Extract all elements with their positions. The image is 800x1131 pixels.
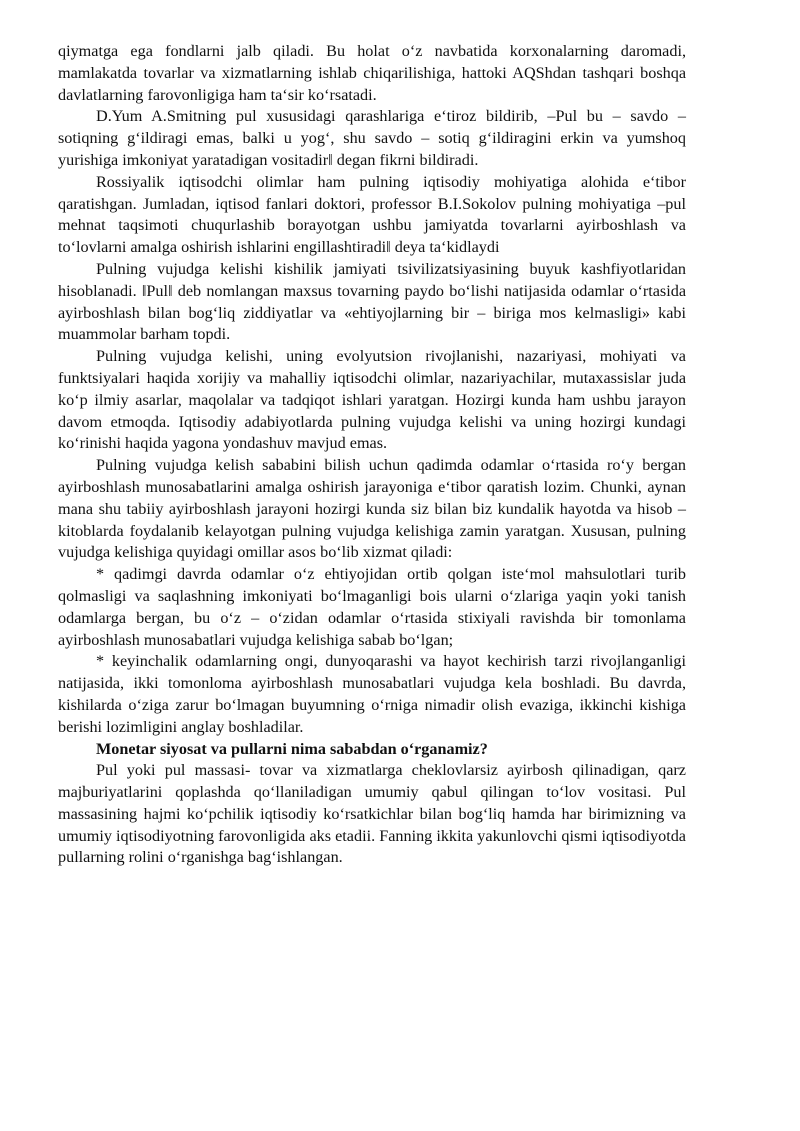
section-heading: Monetar siyosat va pullarni nima sababdan o‘rganamiz? xyxy=(96,739,488,758)
document-page xyxy=(58,41,686,869)
paragraph-exchange-reasons: Pulning vujudga kelish sababini bilish uchun qadimda odamlar o‘rtasida ro‘y bergan ayirboshlash munosabatlarini amalga oshirish jarayoniga e‘tibor qaratish lozim. Chunki, aynan mana shu tabiiy ayirboshlash jarayoni hozirgi kunda siz bilan biz kundalik hayotda va hisob – kitoblarda foydalanib kelayotgan pulning vujudga kelishiga zamin yaratgan. Xususan, pulning vujudga kelishiga quyidagi omillar asos bo‘lib xizmat qiladi: xyxy=(58,456,686,562)
list-item-mutual-exchange: * keyinchalik odamlarning ongi, dunyoqarashi va hayot kechirish tarzi rivojlanganligi natijasida, ikki tomonloma ayirboshlash munosabatlari vujudga kela boshladi. Bu davrda, kishilarda o‘ziga zarur bo‘lmagan buyumning o‘rniga nimadir olish evaziga, ikkinchi kishiga berishi lozimligini anglay boshladilar. xyxy=(58,652,686,736)
paragraph-russian-economists: Rossiyalik iqtisodchi olimlar ham pulning iqtisodiy mohiyatiga alohida e‘tibor qaratishgan. Jumladan, iqtisod fanlari doktori, professor B.I.Sokolov pulning mohiyatiga –pul mehnat taqsimoti chuqurlashib borayotgan ushbu jamiyatda tovarlarni ayirboshlash va to‘lovlarni amalga oshirish ishlarini engillashtiradi‖ deya ta‘kidlaydi xyxy=(58,172,686,257)
paragraph-hume-quote: D.Yum A.Smitning pul xususidagi qarashlariga e‘tiroz bildirib, –Pul bu – savdo – sotiqning g‘ildiragi emas, balki u yog‘, shu savdo – sotiq g‘ildiragini erkin va yumshoq yurishiga imkoniyat yaratadigan vositadir‖ degan fikrni bildiradi. xyxy=(58,107,686,169)
paragraph-money-emergence: Pulning vujudga kelishi kishilik jamiyati tsivilizatsiyasining buyuk kashfiyotlaridan hisoblanadi. ‖Pul‖ deb nomlangan maxsus tovarning paydo bo‘lishi natijasida odamlar o‘rtasida ayirboshlash bilan bog‘liq ziddiyatlar va «ehtiyojlarning bir – biriga mos kelmasligi» kabi muammolar barham topdi. xyxy=(58,259,686,344)
paragraph-money-theory: Pulning vujudga kelishi, uning evolyutsion rivojlanishi, nazariyasi, mohiyati va funktsiyalari haqida xorijiy va mahalliy iqtisodchi olimlar, nazariyachilar, mutaxassislar juda ko‘p ilmiy asarlar, maqolalar va tadqiqot ishlari yaratgan. Hozirgi kunda ham ushbu jarayon davom etmoqda. Iqtisodiy adabiyotlarda pulning vujudga kelishi va uning hozirgi kundagi ko‘rinishi haqida yagona yondashuv mavjud emas. xyxy=(58,347,686,453)
paragraph-money-supply: Pul yoki pul massasi- tovar va xizmatlarga cheklovlarsiz ayirbosh qilinadigan, qarz majburiyatlarini qoplashda qo‘llaniladigan umumiy qabul qilingan to‘lov vositasi. Pul massasining hajmi ko‘pchilik iqtisodiy ko‘rsatkichlar bilan bog‘liq hamda har birimizning va umumiy iqtisodiyotning farovonligida aks etadii. Fanning ikkita yakunlovchi qismi iqtisodiyotda pullarning rolini o‘rganishga bag‘ishlangan. xyxy=(58,761,686,867)
list-item-ancient-exchange: * qadimgi davrda odamlar o‘z ehtiyojidan ortib qolgan iste‘mol mahsulotlari turib qolmasligi va saqlashning imkoniyati bo‘lmaganligi bois ularni o‘zlariga yaqin yoki tanish odamlarga bergan, bu o‘z – o‘zidan odamlar o‘rtasida stixiyali ravishda bir tomonlama ayirboshlash munosabatlari vujudga kelishiga sabab bo‘lgan; xyxy=(58,565,686,649)
paragraph-continuation: qiymatga ega fondlarni jalb qiladi. Bu holat o‘z navbatida korxonalarning daromadi, mamlakatda tovarlar va xizmatlarning ishlab chiqarilishiga, hattoki AQShdan tashqari boshqa davlatlarning farovonligiga ham ta‘sir ko‘rsatadi. xyxy=(58,42,686,104)
